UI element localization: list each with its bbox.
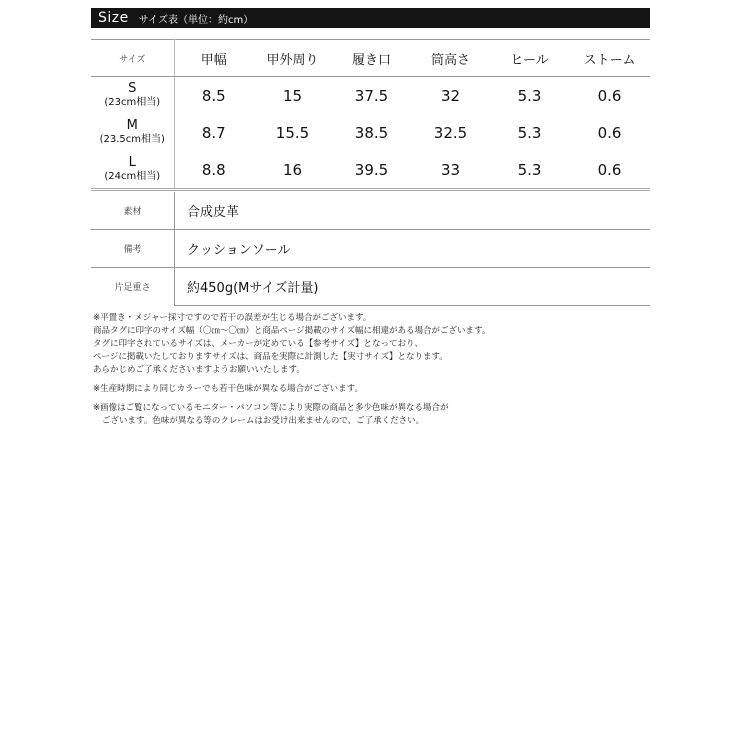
size-table-header-row <box>91 40 650 77</box>
size-note: (24cm相当) <box>104 170 161 182</box>
note-line: あらかじめご了承くださいますようお願いいたします。 <box>93 365 305 375</box>
table-cell: 16 <box>253 151 332 190</box>
table-cell: 8.5 <box>174 77 253 115</box>
size-label: M <box>126 117 138 133</box>
info-label: 片足重さ <box>91 268 175 306</box>
size-note: (23cm相当) <box>104 96 161 108</box>
note-line: ※平置き・メジャー採寸ですので若干の誤差が生じる場合がございます。 <box>93 313 372 323</box>
table-cell: 37.5 <box>354 86 389 105</box>
table-cell: 33 <box>411 151 490 190</box>
info-row <box>91 268 650 306</box>
table-cell: 8.8 <box>174 151 253 190</box>
table-cell: 38.5 <box>354 123 389 142</box>
info-label: 備考 <box>91 230 175 268</box>
table-cell: 8.7 <box>174 114 253 151</box>
note-line: ページに掲載いたしておりますサイズは、商品を実際に計測した【実寸サイズ】となります。 <box>93 352 448 362</box>
note-line: 商品タグに印字のサイズ幅（〇㎝〜〇㎝）と商品ページ掲載のサイズ幅に相違がある場合がございます。 <box>93 326 491 336</box>
size-label-cell <box>91 114 174 151</box>
table-cell: 0.6 <box>569 151 650 190</box>
info-value: 合成皮革 <box>175 192 651 230</box>
table-cell: 15 <box>282 86 303 105</box>
column-header: 甲幅 <box>174 40 253 77</box>
table-cell: 32 <box>440 86 461 105</box>
table-cell: 5.3 <box>517 123 542 142</box>
table-cell: 15.5 <box>275 123 310 142</box>
column-header: サイズ <box>91 40 174 77</box>
note-line: ございます。色味が異なる等のクレームはお受け出来ませんので、ご了承ください。 <box>102 416 425 426</box>
size-label: L <box>128 154 136 170</box>
column-header: ストーム <box>569 40 650 77</box>
info-row <box>91 230 650 268</box>
table-row <box>91 114 650 151</box>
info-label: 素材 <box>91 192 175 230</box>
table-row <box>91 151 650 190</box>
size-label-cell <box>91 77 174 115</box>
note-line: タグに印字されているサイズは、メーカーが定めている【参考サイズ】となっており、 <box>93 339 423 349</box>
size-heading: Size <box>98 10 129 26</box>
unit-caption: サイズ表（単位：約cm） <box>138 14 254 26</box>
column-header: 甲外周り <box>253 40 332 77</box>
table-cell: 32.5 <box>433 123 468 142</box>
size-chart-header <box>91 8 650 28</box>
product-info-table <box>91 192 650 306</box>
table-cell: 5.3 <box>517 86 542 105</box>
column-header: 履き口 <box>332 40 411 77</box>
column-header: ヒール <box>490 40 569 77</box>
table-cell: 0.6 <box>597 86 622 105</box>
table-cell: 5.3 <box>490 151 569 190</box>
size-table <box>91 39 650 191</box>
table-row <box>91 77 650 115</box>
info-row <box>91 192 650 230</box>
size-label-cell <box>91 151 174 190</box>
note-line: ※生産時期により同じカラーでも若干色味が異なる場合がございます。 <box>93 384 363 394</box>
table-cell: 0.6 <box>597 123 622 142</box>
notes-section <box>93 312 653 428</box>
info-value: クッションソール <box>175 230 651 268</box>
size-note: (23.5cm相当) <box>99 133 165 145</box>
size-label: S <box>128 80 137 96</box>
info-value: 約450g(Mサイズ計量) <box>175 268 651 306</box>
note-line: ※画像はご覧になっているモニター・パソコン等により実際の商品と多少色味が異なる場合が <box>93 403 449 413</box>
table-cell: 39.5 <box>332 151 411 190</box>
column-header: 筒高さ <box>411 40 490 77</box>
